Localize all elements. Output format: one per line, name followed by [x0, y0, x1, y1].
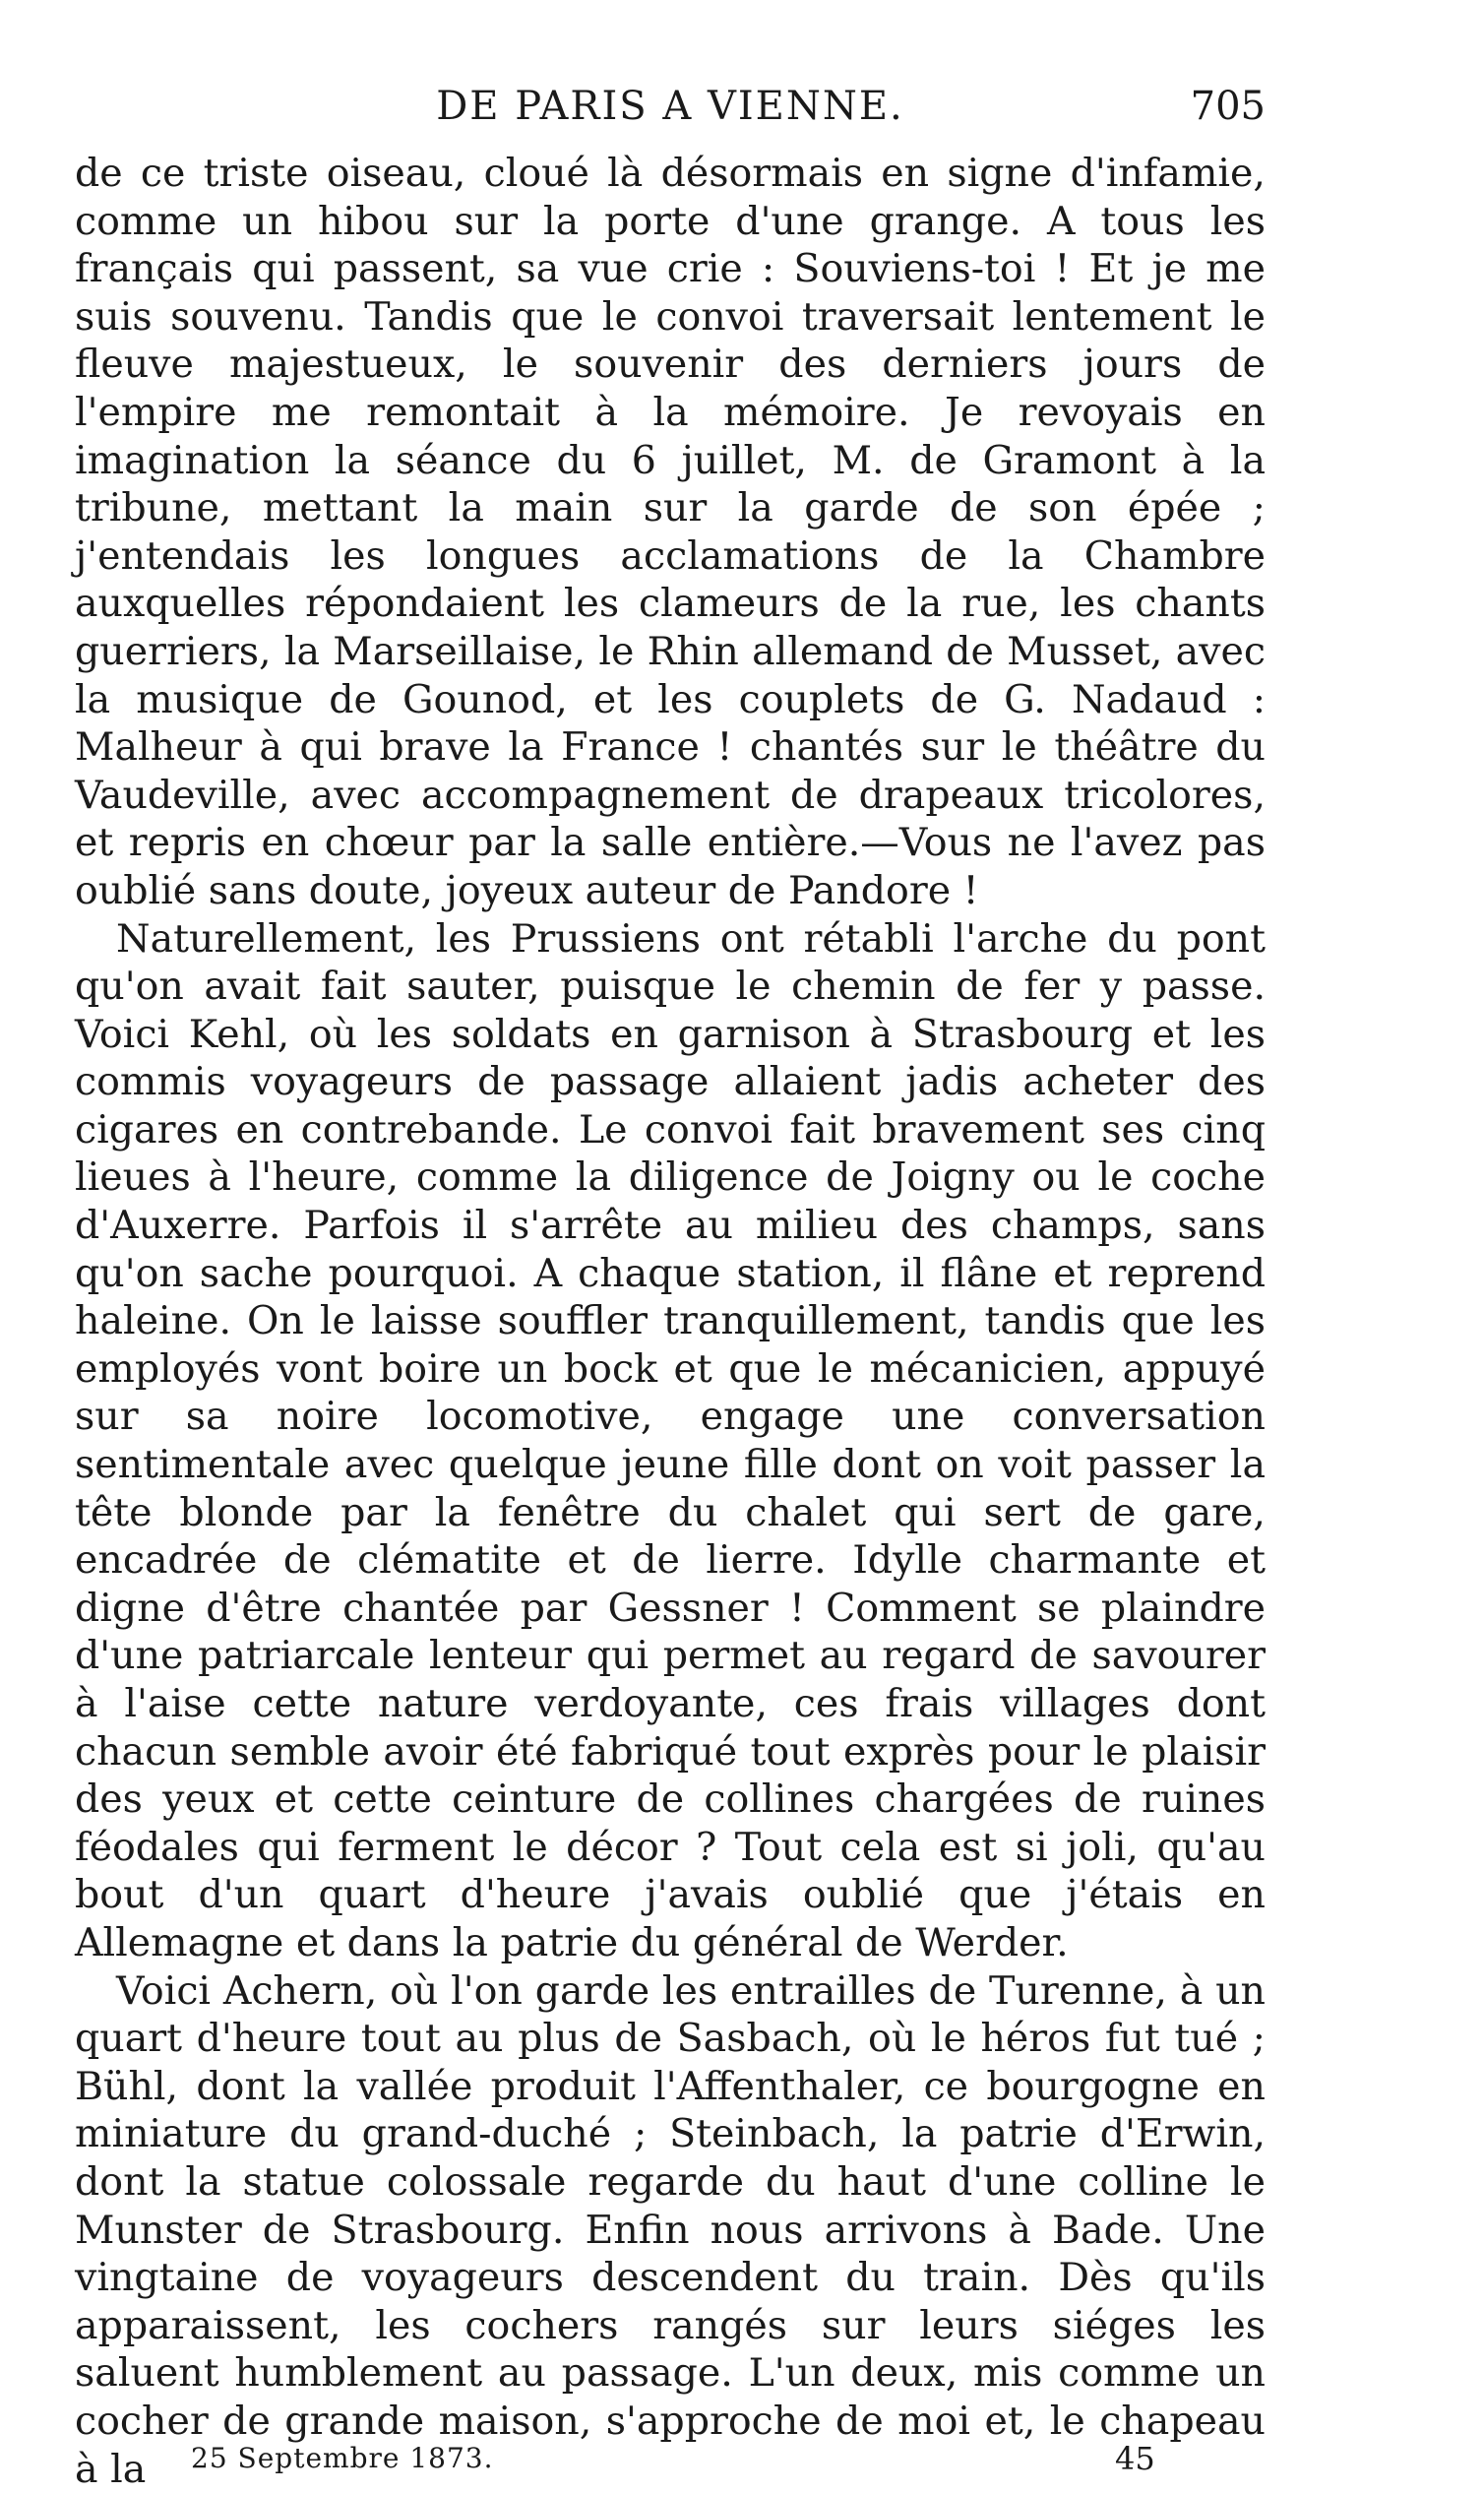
- running-title: DE PARIS A VIENNE.: [436, 84, 904, 129]
- page-header: [75, 77, 1266, 136]
- paragraph-achern: Voici Achern, où l'on garde les entrailles de Turenne, à un quart d'heure tout au plus de Sasbach, où le héros fut tué ; Bühl, dont la vallée produit l'Affenthaler, ce bourgogne en miniature du grand-duché ; Steinbach, la patrie d'Erwin, dont la statue colossale regarde du haut d'une colline le Munster de Strasbourg. Enfin nous arrivons à Bade. Une vingtaine de voyageurs descendent du train. Dès qu'ils apparaissent, les cochers rangés sur leurs siéges les saluent humblement au passage. L'un deux, mis comme un cocher de grande maison, s'approche de moi et, le chapeau à la: [75, 1967, 1266, 2492]
- sheet-number: 45: [1115, 2440, 1155, 2477]
- signature-date: 25 Septembre 1873.: [191, 2442, 494, 2474]
- paragraph-continuation: de ce triste oiseau, cloué là désormais en signe d'infamie, comme un hibou sur la porte d'une grange. A tous les français qui passent, sa vue crie : Souviens-toi ! Et je me suis souvenu. Tandis que le convoi traversait lentement le fleuve majestueux, le souvenir des derniers jours de l'empire me remontait à la mémoire. Je revoyais en imagination la séance du 6 juillet, M. de Gramont à la tribune, mettant la main sur la garde de son épée ; j'entendais les longues acclamations de la Chambre auxquelles répondaient les clameurs de la rue, les chants guerriers, la Marseillaise, le Rhin allemand de Musset, avec la musique de Gounod, et les couplets de G. Nadaud : Malheur à qui brave la France ! chantés sur le théâtre du Vaudeville, avec accompagnement de drapeaux tricolores, et repris en chœur par la salle entière.—Vous ne l'avez pas oublié sans doute, joyeux auteur de Pandore !: [75, 151, 1266, 913]
- paragraph-kehl: Naturellement, les Prussiens ont rétabli l'arche du pont qu'on avait fait sauter, puisque le chemin de fer y passe. Voici Kehl, où les soldats en garnison à Strasbourg et les commis voyageurs de passage allaient jadis acheter des cigares en contrebande. Le convoi fait bravement ses cinq lieues à l'heure, comme la diligence de Joigny ou le coche d'Auxerre. Parfois il s'arrête au milieu des champs, sans qu'on sache pourquoi. A chaque station, il flâne et reprend haleine. On le laisse souffler tranquillement, tandis que les employés vont boire un bock et que le mécanicien, appuyé sur sa noire locomotive, engage une conversation sentimentale avec quelque jeune fille dont on voit passer la tête blonde par la fenêtre du chalet qui sert de gare, encadrée de clématite et de lierre. Idylle charmante et digne d'être chantée par Gessner ! Comment se plaindre d'une patriarcale lenteur qui permet au regard de savourer à l'aise cette nature verdoyante, ces frais villages dont chacun semble avoir été fabriqué tout exprès pour le plaisir des yeux et cette ceinture de collines chargées de ruines féodales qui ferment le décor ? Tout cela est si joli, qu'au bout d'un quart d'heure j'avais oublié que j'étais en Allemagne et dans la patrie du général de Werder.: [75, 915, 1266, 1965]
- page-footer: [75, 2439, 1266, 2478]
- page-number: 705: [1190, 84, 1266, 129]
- body-text: [75, 150, 1266, 2493]
